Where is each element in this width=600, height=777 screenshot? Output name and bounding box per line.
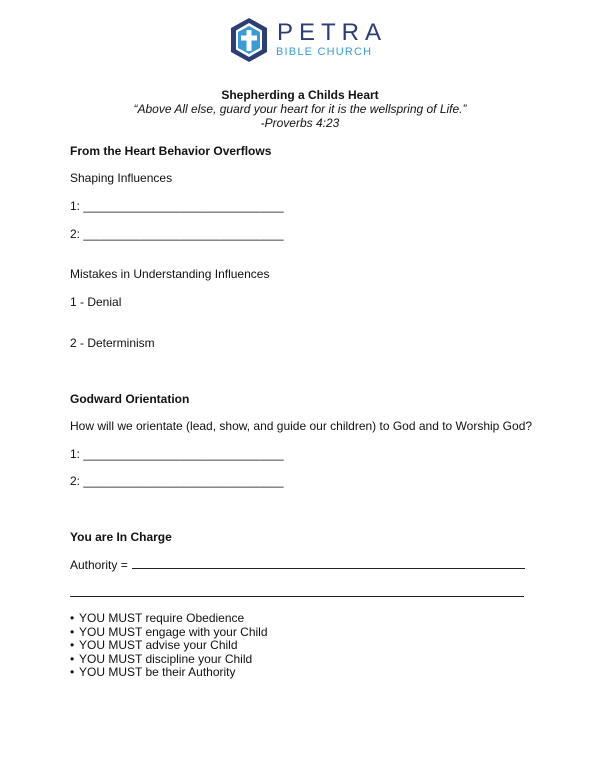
blank-line-4[interactable]: 2: ______________________________ [70, 474, 284, 488]
cross-hexagon-icon [229, 17, 269, 63]
authority-blank-line[interactable] [132, 568, 525, 569]
list-item: • YOU MUST discipline your Child [70, 653, 268, 667]
logo-subtitle: BIBLE CHURCH [276, 46, 373, 58]
list-item: • YOU MUST require Obedience [70, 612, 268, 626]
blank-line-3[interactable]: 1: ______________________________ [70, 447, 284, 461]
mistake-determinism: 2 - Determinism [70, 336, 155, 350]
logo-name: PETRA [277, 19, 388, 46]
section-heading-heart: From the Heart Behavior Overflows [70, 144, 272, 158]
authority-label: Authority = [70, 558, 128, 572]
mistake-denial: 1 - Denial [70, 295, 122, 309]
subheading-shaping-influences: Shaping Influences [70, 171, 173, 185]
subheading-mistakes: Mistakes in Understanding Influences [70, 267, 270, 281]
section-heading-in-charge: You are In Charge [70, 530, 172, 544]
scripture-reference: -Proverbs 4:23 [260, 116, 340, 130]
blank-line-1[interactable]: 1: ______________________________ [70, 199, 284, 213]
must-list [70, 612, 268, 680]
list-item: • YOU MUST be their Authority [70, 666, 268, 680]
scripture-quote: “Above All else, guard your heart for it is the wellspring of Life.” [133, 102, 467, 116]
list-item: • YOU MUST engage with your Child [70, 626, 268, 640]
section-heading-godward: Godward Orientation [70, 392, 190, 406]
blank-line-2[interactable]: 2: ______________________________ [70, 227, 284, 241]
authority-continuation-line[interactable] [70, 596, 524, 597]
list-item: • YOU MUST advise your Child [70, 639, 268, 653]
godward-question: How will we orientate (lead, show, and guide our children) to God and to Worship God? [70, 419, 533, 433]
document-title: Shepherding a Childs Heart [221, 88, 379, 102]
